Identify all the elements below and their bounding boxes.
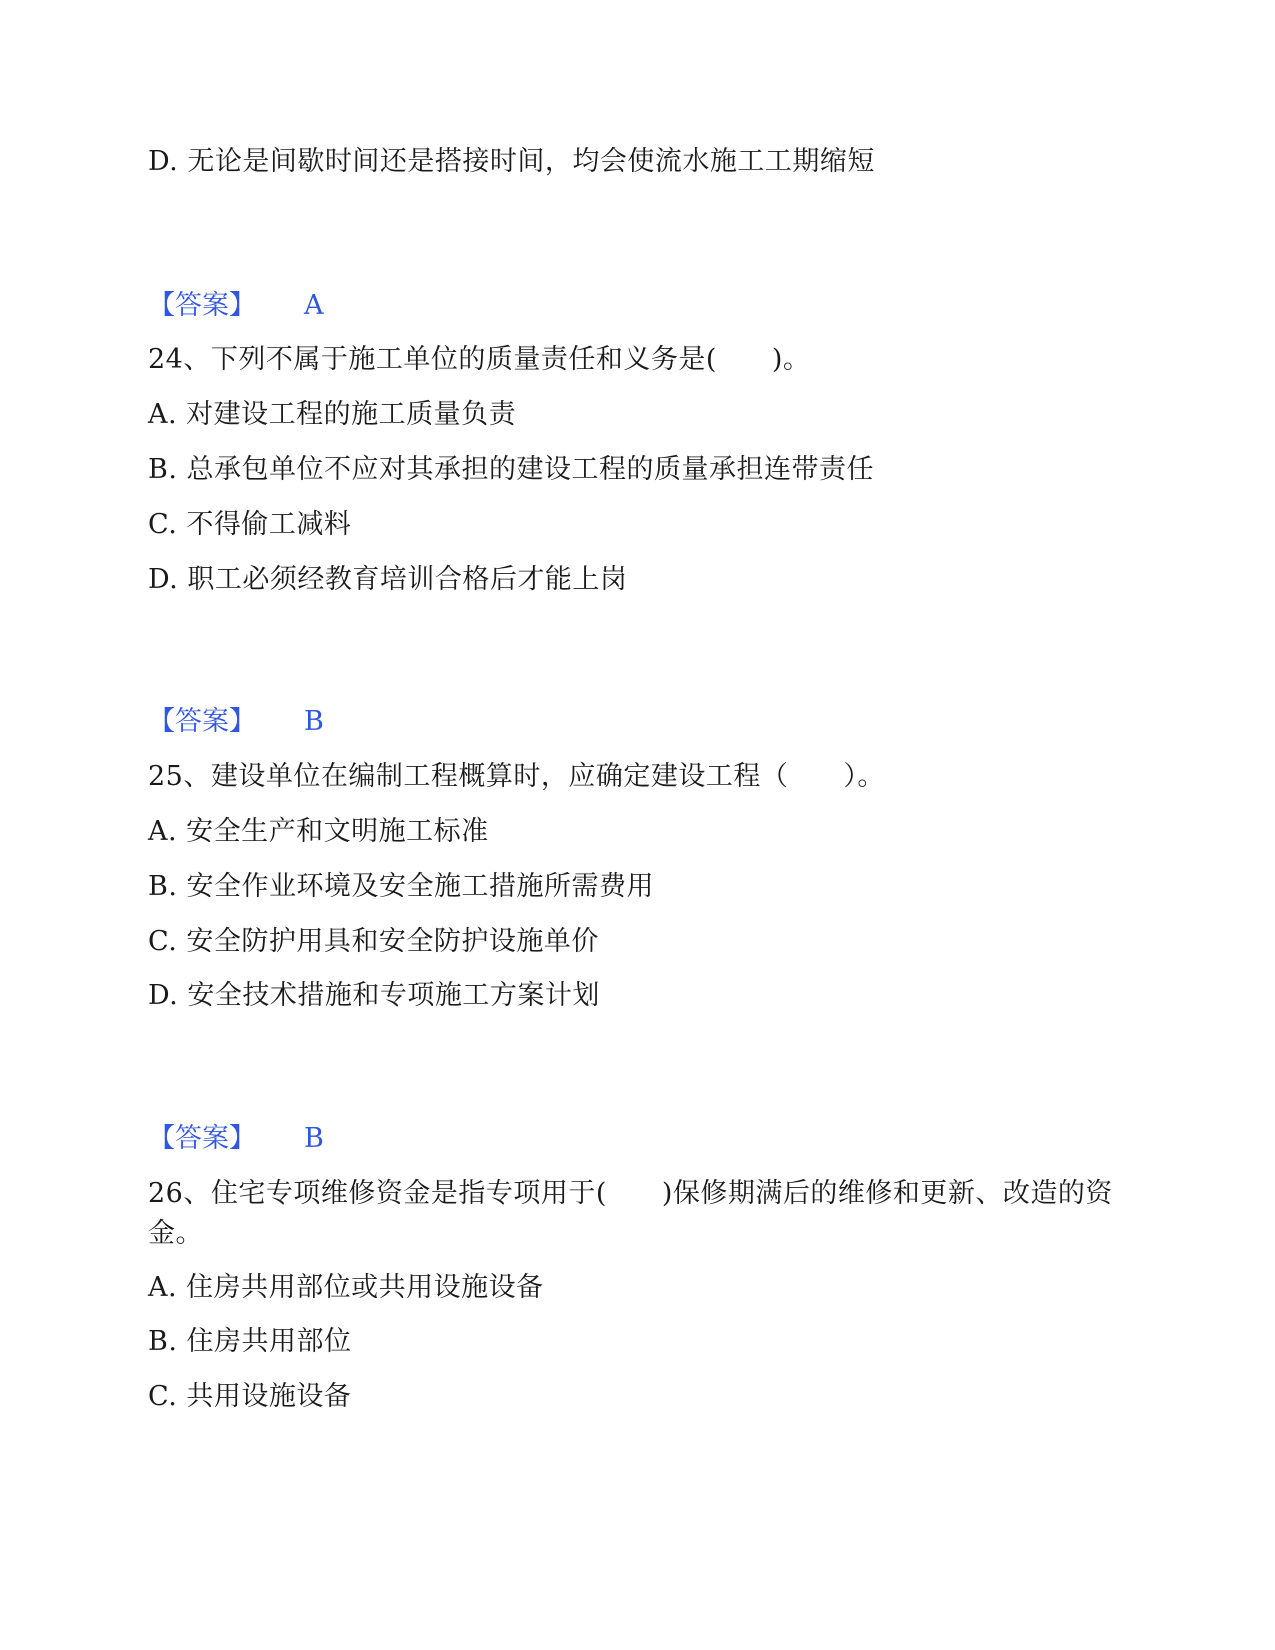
q24-answer (148, 702, 324, 742)
q24-option-c: C. 不得偷工减料 (148, 509, 352, 540)
answer-value: A (304, 290, 324, 321)
q26-option-c: C. 共用设施设备 (148, 1381, 352, 1412)
q25-option-d: D. 安全技术措施和专项施工方案计划 (148, 980, 600, 1011)
q25-answer (148, 1119, 324, 1159)
prev-answer (148, 286, 324, 326)
answer-label: 【答案】 (148, 706, 256, 737)
q25-option-a: A. 安全生产和文明施工标准 (148, 816, 489, 847)
q26-stem: 26、住宅专项维修资金是指专项用于( )保修期满后的维修和更新、改造的资金。 (148, 1178, 1113, 1249)
q25-option-c: C. 安全防护用具和安全防护设施单价 (148, 926, 599, 957)
q24-option-d: D. 职工必须经教育培训合格后才能上岗 (148, 564, 628, 595)
q24-option-a: A. 对建设工程的施工质量负责 (148, 399, 517, 430)
q24-option-b: B. 总承包单位不应对其承担的建设工程的质量承担连带责任 (148, 454, 875, 485)
q26-option-b: B. 住房共用部位 (148, 1326, 352, 1357)
q25-stem: 25、建设单位在编制工程概算时，应确定建设工程（ ）。 (148, 761, 885, 792)
q25-option-b: B. 安全作业环境及安全施工措施所需费用 (148, 871, 655, 902)
answer-value: B (304, 1123, 324, 1154)
q24-stem: 24、下列不属于施工单位的质量责任和义务是( )。 (148, 344, 811, 375)
answer-value: B (304, 706, 324, 737)
answer-label: 【答案】 (148, 1123, 256, 1154)
answer-label: 【答案】 (148, 290, 256, 321)
prev-option-d: D. 无论是间歇时间还是搭接时间，均会使流水施工工期缩短 (148, 146, 875, 177)
q26-option-a: A. 住房共用部位或共用设施设备 (148, 1272, 544, 1303)
